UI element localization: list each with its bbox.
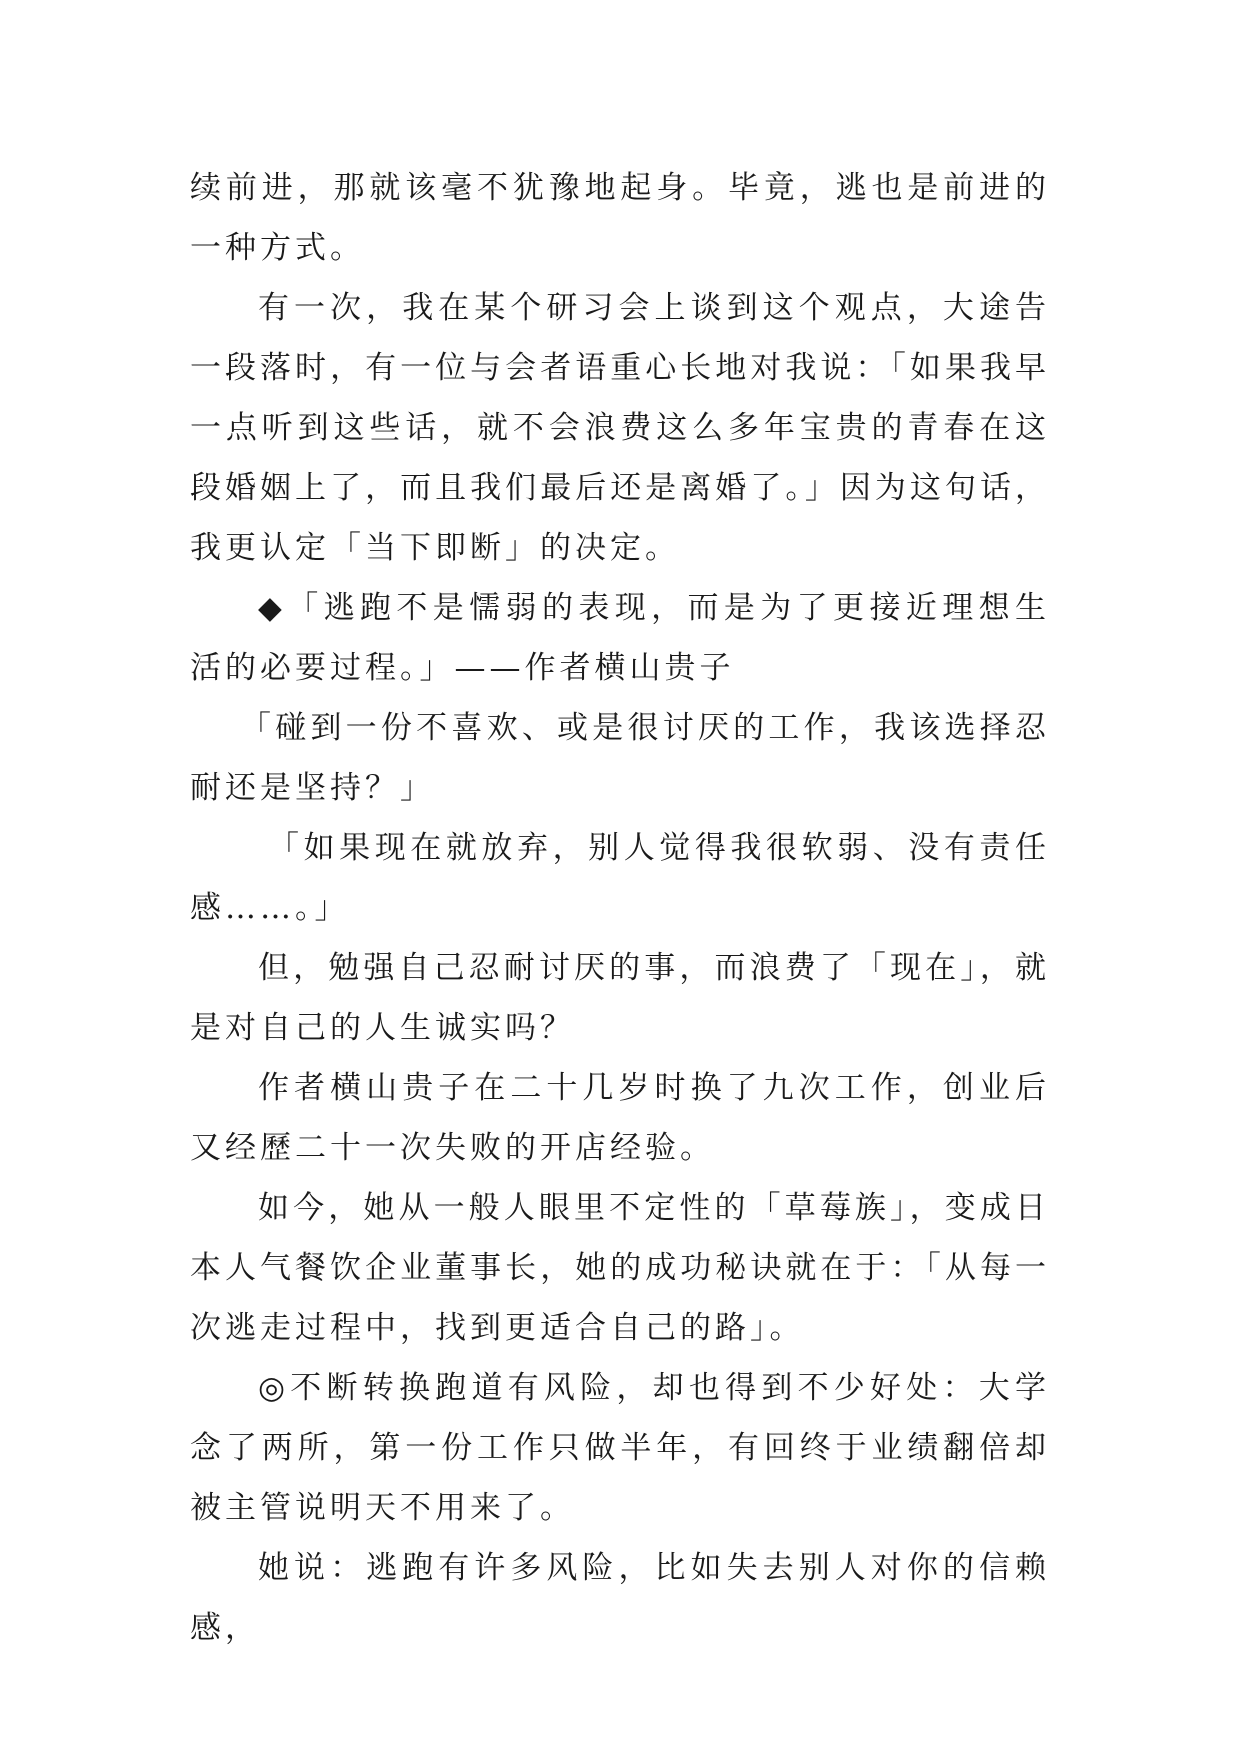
paragraph-quote: 「如果现在就放弃，别人觉得我很软弱、没有责任感……。」 (190, 830, 1050, 926)
paragraph: ◎不断转换跑道有风险，却也得到不少好处：大学念了两所，第一份工作只做半年，有回终于业绩翻倍却被主管说明天不用来了。 (190, 1370, 1050, 1526)
paragraph: 如今，她从一般人眼里不定性的「草莓族」，变成日本人气餐饮企业董事长，她的成功秘诀就在于：「从每一次逃走过程中，找到更适合自己的路」。 (190, 1190, 1050, 1346)
paragraph: 续前进，那就该毫不犹豫地起身。毕竟，逃也是前进的一种方式。 (190, 170, 1050, 266)
paragraph: 她说：逃跑有许多风险，比如失去别人对你的信赖感， (190, 1550, 1050, 1646)
paragraph-quote: 「碰到一份不喜欢、或是很讨厌的工作，我该选择忍耐还是坚持？」 (190, 710, 1050, 806)
paragraph: 有一次，我在某个研习会上谈到这个观点，大途告一段落时，有一位与会者语重心长地对我说：「如果我早一点听到这些话，就不会浪费这么多年宝贵的青春在这段婚姻上了，而且我们最后还是离婚了。」因为这句话，我更认定「当下即断」的决定。 (190, 290, 1050, 566)
paragraph: 作者横山贵子在二十几岁时换了九次工作，创业后又经歷二十一次失败的开店经验。 (190, 1070, 1050, 1166)
body-text (190, 158, 1050, 1658)
paragraph: 但，勉强自己忍耐讨厌的事，而浪费了「现在」，就是对自己的人生诚实吗？ (190, 950, 1050, 1046)
paragraph-quote-heading: ◆「逃跑不是懦弱的表现，而是为了更接近理想生活的必要过程。」——作者横山贵子 (190, 590, 1050, 686)
